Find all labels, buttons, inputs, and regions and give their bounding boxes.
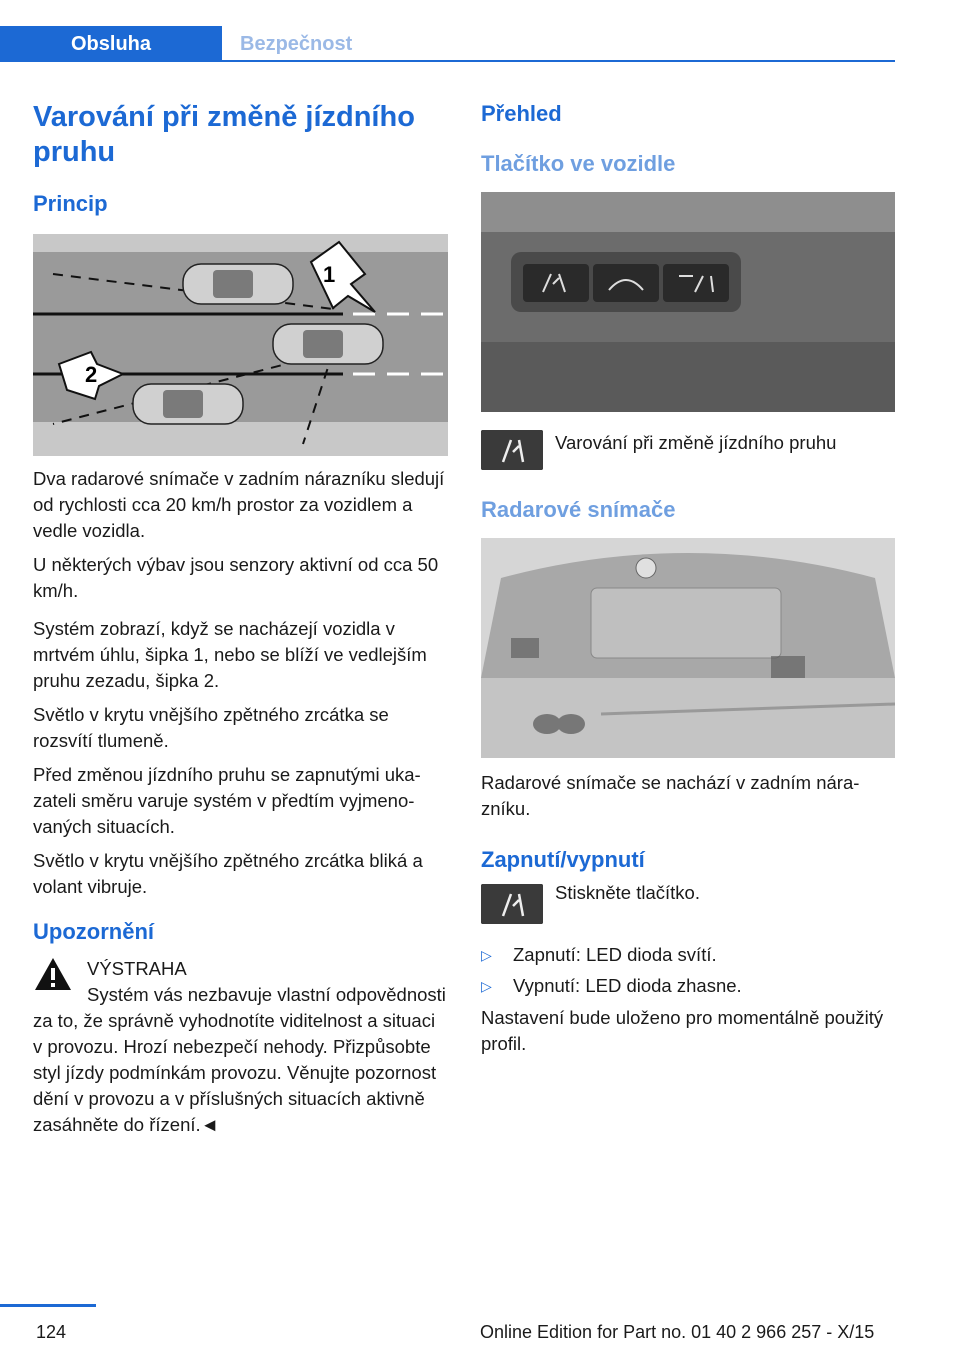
warning-triangle-icon [33,956,73,992]
warning-block [33,956,448,1138]
right-column [481,100,895,1057]
header-tabs [0,0,895,62]
warning-text: Systém vás nezbavuje vlastní odpovědnosti za to, že správně vyhodnotíte viditelnost a situaci v provozu. Hrozí nebezpečí nehody. Přizpůsobte styl jízdy podmínkám provozu. Věnujte pozornost dění v provozu a v příslušných situacích aktivně zasáhněte do řízení.◄ [33,984,446,1135]
button-caption-row [481,430,895,474]
section-radar-heading: Radarové snímače [481,497,676,522]
page-title: Varování při změně jízdního pruhu [33,101,415,168]
triangle-bullet-icon: ▷ [481,978,492,994]
diagram-label-2: 2 [85,362,98,387]
section-button-heading: Tlačítko ve vozidle [481,151,676,176]
page-number: 124 [36,1322,67,1342]
para-indicator: Před změnou jízdního pruhu se zapnutými ukazateli směru varuje systém v předtím vyjmenovaných situacích. [33,764,421,837]
lane-warning-button-icon [481,430,543,470]
para-vibration: Světlo v krytu vnějšího zpětného zrcátka bliká a volant vibruje. [33,850,423,897]
profile-saved-text: Nastavení bude uloženo pro momentálně použitý profil. [481,1007,884,1054]
radar-caption: Radarové snímače se nachází v zadním nárazníku. [481,772,860,819]
edition-note: Online Edition for Part no. 01 40 2 966 257 - X/15 [480,1322,875,1342]
lane-change-diagram [33,234,448,456]
footer-accent-line [0,1304,96,1307]
para-equipment: U některých výbav jsou senzory aktivní od cca 50 km/h. [33,554,439,601]
triangle-bullet-icon: ▷ [481,947,492,963]
para-sensors: Dva radarové snímače v zadním nárazníku sledují od rychlosti cca 20 km/h prostor za vozidlem a vedle vozidla. [33,468,445,541]
para-mirror-light: Světlo v krytu vnějšího zpětného zrcátka se rozsvítí tlumeně. [33,704,389,751]
para-display: Systém zobrazí, když se nacházejí vozidla v mrtvém úhlu, šipka 1, nebo se blíží ve vedlejším pruhu zezadu, šipka 2. [33,618,427,691]
radar-sensors-photo [481,538,895,758]
warning-label: VÝSTRAHA [87,958,187,979]
tab-bezpecnost[interactable]: Bezpečnost [240,33,353,55]
list-item: ▷ Zapnutí: LED dioda svítí. [481,942,895,968]
lane-warning-button-icon-2 [481,884,543,924]
press-button-row [481,880,895,924]
section-prehled-heading: Přehled [481,101,562,126]
section-princip-heading: Princip [33,191,108,216]
header-divider [0,60,895,62]
diagram-label-1: 1 [323,262,336,287]
button-panel-photo [481,192,895,412]
onoff-list [481,942,895,999]
tab-obsluha[interactable]: Obsluha [0,26,222,62]
left-column [33,100,448,1138]
button-caption: Varování při změně jízdního pruhu [555,432,837,453]
section-onoff-heading: Zapnutí/vypnutí [481,847,645,872]
section-upozorneni-heading: Upozornění [33,919,154,944]
press-button-text: Stiskněte tlačítko. [555,882,700,903]
list-item: ▷ Vypnutí: LED dioda zhasne. [481,973,895,999]
